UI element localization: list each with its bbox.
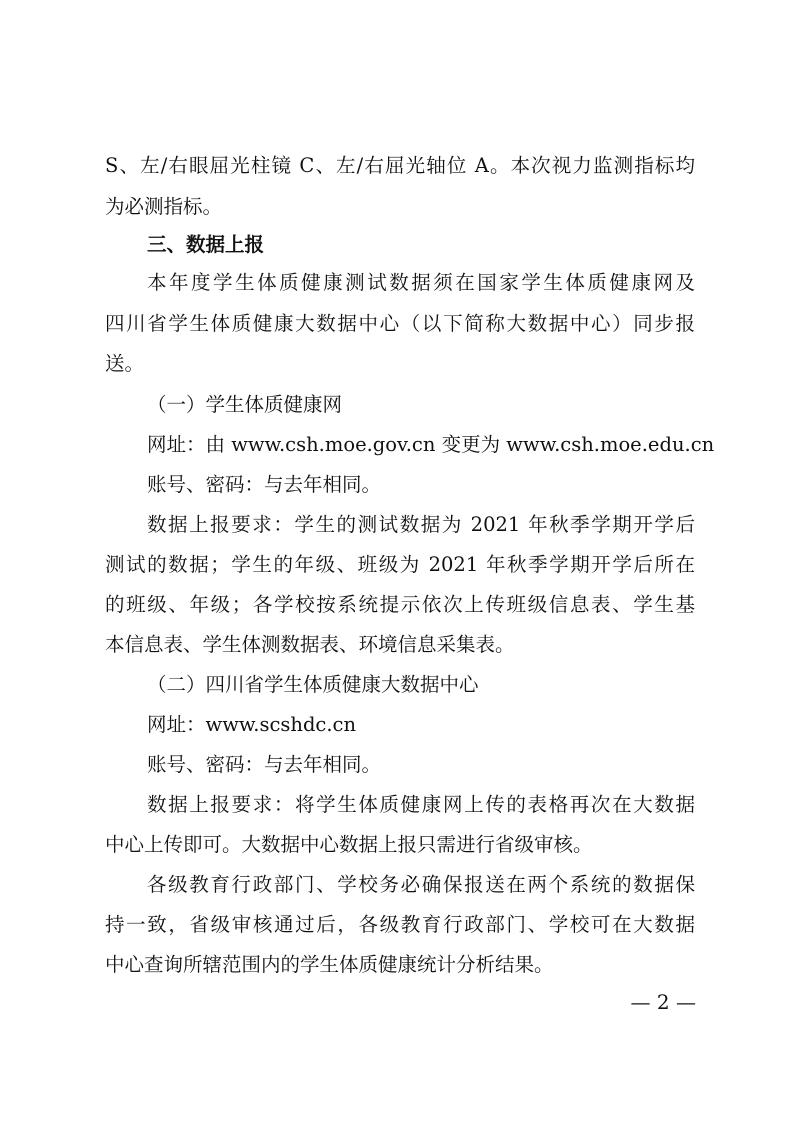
text-line: 送。 [105, 352, 145, 375]
text-line: 为必测指标。 [105, 195, 223, 218]
text-line: 数据上报要求：学生的测试数据为 2021 年秋季学期开学后 [147, 513, 695, 536]
text-line: 中心查询所辖范围内的学生体质健康统计分析结果。 [105, 953, 554, 976]
subsection-heading: （二）四川省学生体质健康大数据中心 [147, 673, 479, 696]
text-line: 本年度学生体质健康测试数据须在国家学生体质健康网及 [147, 271, 695, 294]
text-line: 中心上传即可。大数据中心数据上报只需进行省级审核。 [105, 833, 593, 856]
section-heading: 三、数据上报 [147, 233, 265, 256]
account-line: 账号、密码：与去年相同。 [147, 753, 382, 776]
url-line: 网址：由 www.csh.moe.gov.cn 变更为 www.csh.moe.edu.cn [147, 433, 715, 456]
page-number: — 2 — [630, 990, 696, 1014]
text-line: 的班级、年级；各学校按系统提示依次上传班级信息表、学生基 [105, 593, 695, 616]
text-line: 测试的数据；学生的年级、班级为 2021 年秋季学期开学后所在 [105, 553, 695, 576]
text-line: 本信息表、学生体测数据表、环境信息采集表。 [105, 633, 515, 656]
text-line: 持一致，省级审核通过后，各级教育行政部门、学校可在大数据 [105, 913, 695, 936]
subsection-heading: （一）学生体质健康网 [147, 393, 343, 416]
text-line: 数据上报要求：将学生体质健康网上传的表格再次在大数据 [147, 793, 695, 816]
url-line: 网址：www.scshdc.cn [147, 713, 357, 736]
text-line: 四川省学生体质健康大数据中心（以下简称大数据中心）同步报 [105, 312, 695, 335]
text-line: 各级教育行政部门、学校务必确保报送在两个系统的数据保 [147, 873, 695, 896]
account-line: 账号、密码：与去年相同。 [147, 473, 382, 496]
text-line: S、左/右眼屈光柱镜 C、左/右屈光轴位 A。本次视力监测指标均 [105, 154, 695, 177]
